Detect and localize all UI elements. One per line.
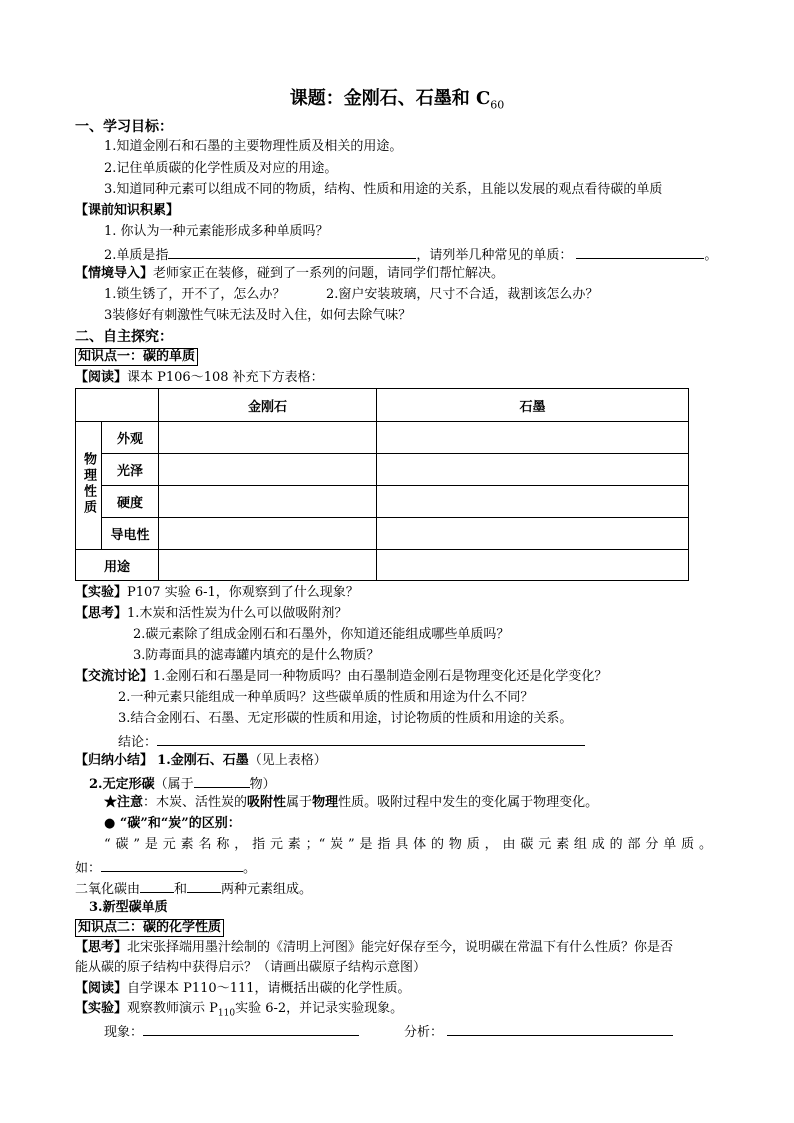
- table-cell-input[interactable]: [159, 422, 377, 454]
- table-cell-input[interactable]: [377, 486, 689, 518]
- discussion-line: 【交流讨论】1.金刚石和石墨是同一种物质吗？由石墨制造金刚石是物理变化还是化学变化？: [75, 669, 608, 684]
- table-cell-input[interactable]: [159, 454, 377, 486]
- pre-knowledge-heading: 【课前知识积累】: [75, 203, 180, 218]
- table-header-graphite: 石墨: [377, 389, 689, 422]
- carbon-difference-text: “碳”是元素名称，指元素；“炭”是指具体的物质，由碳元素组成的部分单质。: [104, 837, 712, 852]
- table-group-label: 物理性质: [76, 422, 102, 550]
- blank-line[interactable]: [157, 731, 585, 746]
- knowledge-point-2: 知识点二：碳的化学性质: [75, 919, 224, 937]
- read-line-2: 【阅读】自学课本 P110～111，请概括出碳的化学性质。: [75, 981, 411, 996]
- phenomenon-line: 现象：: [104, 1021, 359, 1042]
- think-line-2: 【思考】北宋张择端用墨汁绘制的《清明上河图》能完好保存至今，说明碳在常温下有什么性质？你是否: [75, 940, 674, 955]
- table-corner-cell: [76, 389, 159, 422]
- table-cell-input[interactable]: [377, 550, 689, 581]
- co2-line: 二氧化碳由 和 两种元素组成。: [75, 878, 312, 899]
- carbon-difference-title: ● “碳”和“炭”的区别：: [104, 816, 241, 831]
- read-instruction: 【阅读】课本 P106～108 补充下方表格：: [75, 370, 324, 385]
- table-cell-input[interactable]: [159, 550, 377, 581]
- analysis-line: 分析：: [404, 1021, 673, 1042]
- table-cell-input[interactable]: [159, 486, 377, 518]
- table-cell-input[interactable]: [377, 454, 689, 486]
- blank-line[interactable]: [576, 244, 704, 259]
- section-heading-goals: 一、学习目标：: [75, 119, 173, 135]
- table-row-label: 光泽: [102, 454, 159, 486]
- table-row-label: 硬度: [102, 486, 159, 518]
- knowledge-point-1: 知识点一：碳的单质: [75, 348, 198, 366]
- summary-point-2: 2.无定形碳（属于 物）: [89, 773, 276, 794]
- table-row-label: 导电性: [102, 518, 159, 550]
- goal-item: 1.知道金刚石和石墨的主要物理性质及相关的用途。: [104, 139, 403, 154]
- intro-question: 3装修好有刺激性气味无法及时入住，如何去除气味？: [104, 308, 412, 323]
- section-heading-explore: 二、自主探究：: [75, 329, 173, 345]
- summary-line: 【归纳小结】 1.金刚石、石墨（见上表格）: [75, 753, 327, 768]
- think-line: 【思考】1.木炭和活性炭为什么可以做吸附剂？: [75, 606, 348, 621]
- pre-question: 1. 你认为一种元素能形成多种单质吗？: [104, 224, 329, 239]
- blank-line[interactable]: [101, 857, 243, 872]
- table-cell-input[interactable]: [377, 422, 689, 454]
- page-title: 课题：金刚石、石墨和 $C_{60}$: [289, 88, 505, 112]
- blank-line[interactable]: [140, 878, 174, 893]
- summary-note: ★注意：木炭、活性炭的吸附性属于物理性质。吸附过程中发生的变化属于物理变化。: [104, 795, 599, 810]
- table-cell-input[interactable]: [377, 518, 689, 550]
- experiment-line: 【实验】P107 实验 6-1，你观察到了什么现象？: [75, 585, 359, 600]
- intro-line: 【情境导入】老师家正在装修，碰到了一系列的问题，请同学们帮忙解决。: [75, 266, 505, 281]
- table-header-diamond: 金刚石: [159, 389, 377, 422]
- blank-line[interactable]: [168, 244, 416, 259]
- pre-question-2: 2.单质是指 ，请列举几种常见的单质： 。: [104, 244, 717, 265]
- blank-line[interactable]: [143, 1021, 359, 1036]
- table-row-label: 外观: [102, 422, 159, 454]
- blank-line[interactable]: [447, 1021, 673, 1036]
- table-cell-input[interactable]: [159, 518, 377, 550]
- goal-item: 3.知道同种元素可以组成不同的物质，结构、性质和用途的关系，且能以发展的观点看待碳的单质: [104, 182, 663, 197]
- intro-question: 1.锁生锈了，开不了，怎么办？: [104, 287, 286, 302]
- conclusion-line: 结论：: [118, 731, 585, 752]
- example-line: 如： 。: [75, 857, 256, 878]
- discussion-question: 2.一种元素只能组成一种单质吗？这些碳单质的性质和用途为什么不同？: [118, 690, 534, 705]
- blank-line[interactable]: [194, 773, 250, 788]
- experiment-line-2: 【实验】观察教师演示 $P_{110}$实验 6-2，并记录实验现象。: [75, 1001, 404, 1019]
- properties-table: [75, 388, 689, 581]
- discussion-question: 3.结合金刚石、石墨、无定形碳的性质和用途，讨论物质的性质和用途的关系。: [118, 711, 573, 726]
- think-line-2-cont: 能从碳的原子结构中获得启示？（请画出碳原子结构示意图）: [75, 960, 427, 975]
- think-question: 3.防毒面具的滤毒罐内填充的是什么物质？: [133, 648, 380, 663]
- table-row-label: 用途: [76, 550, 159, 581]
- goal-item: 2.记住单质碳的化学性质及对应的用途。: [104, 161, 338, 176]
- think-question: 2.碳元素除了组成金刚石和石墨外，你知道还能组成哪些单质吗？: [133, 627, 510, 642]
- blank-line[interactable]: [187, 878, 221, 893]
- intro-question: 2.窗户安装玻璃，尺寸不合适，裁割该怎么办？: [326, 287, 599, 302]
- summary-point-3: 3.新型碳单质: [89, 900, 168, 915]
